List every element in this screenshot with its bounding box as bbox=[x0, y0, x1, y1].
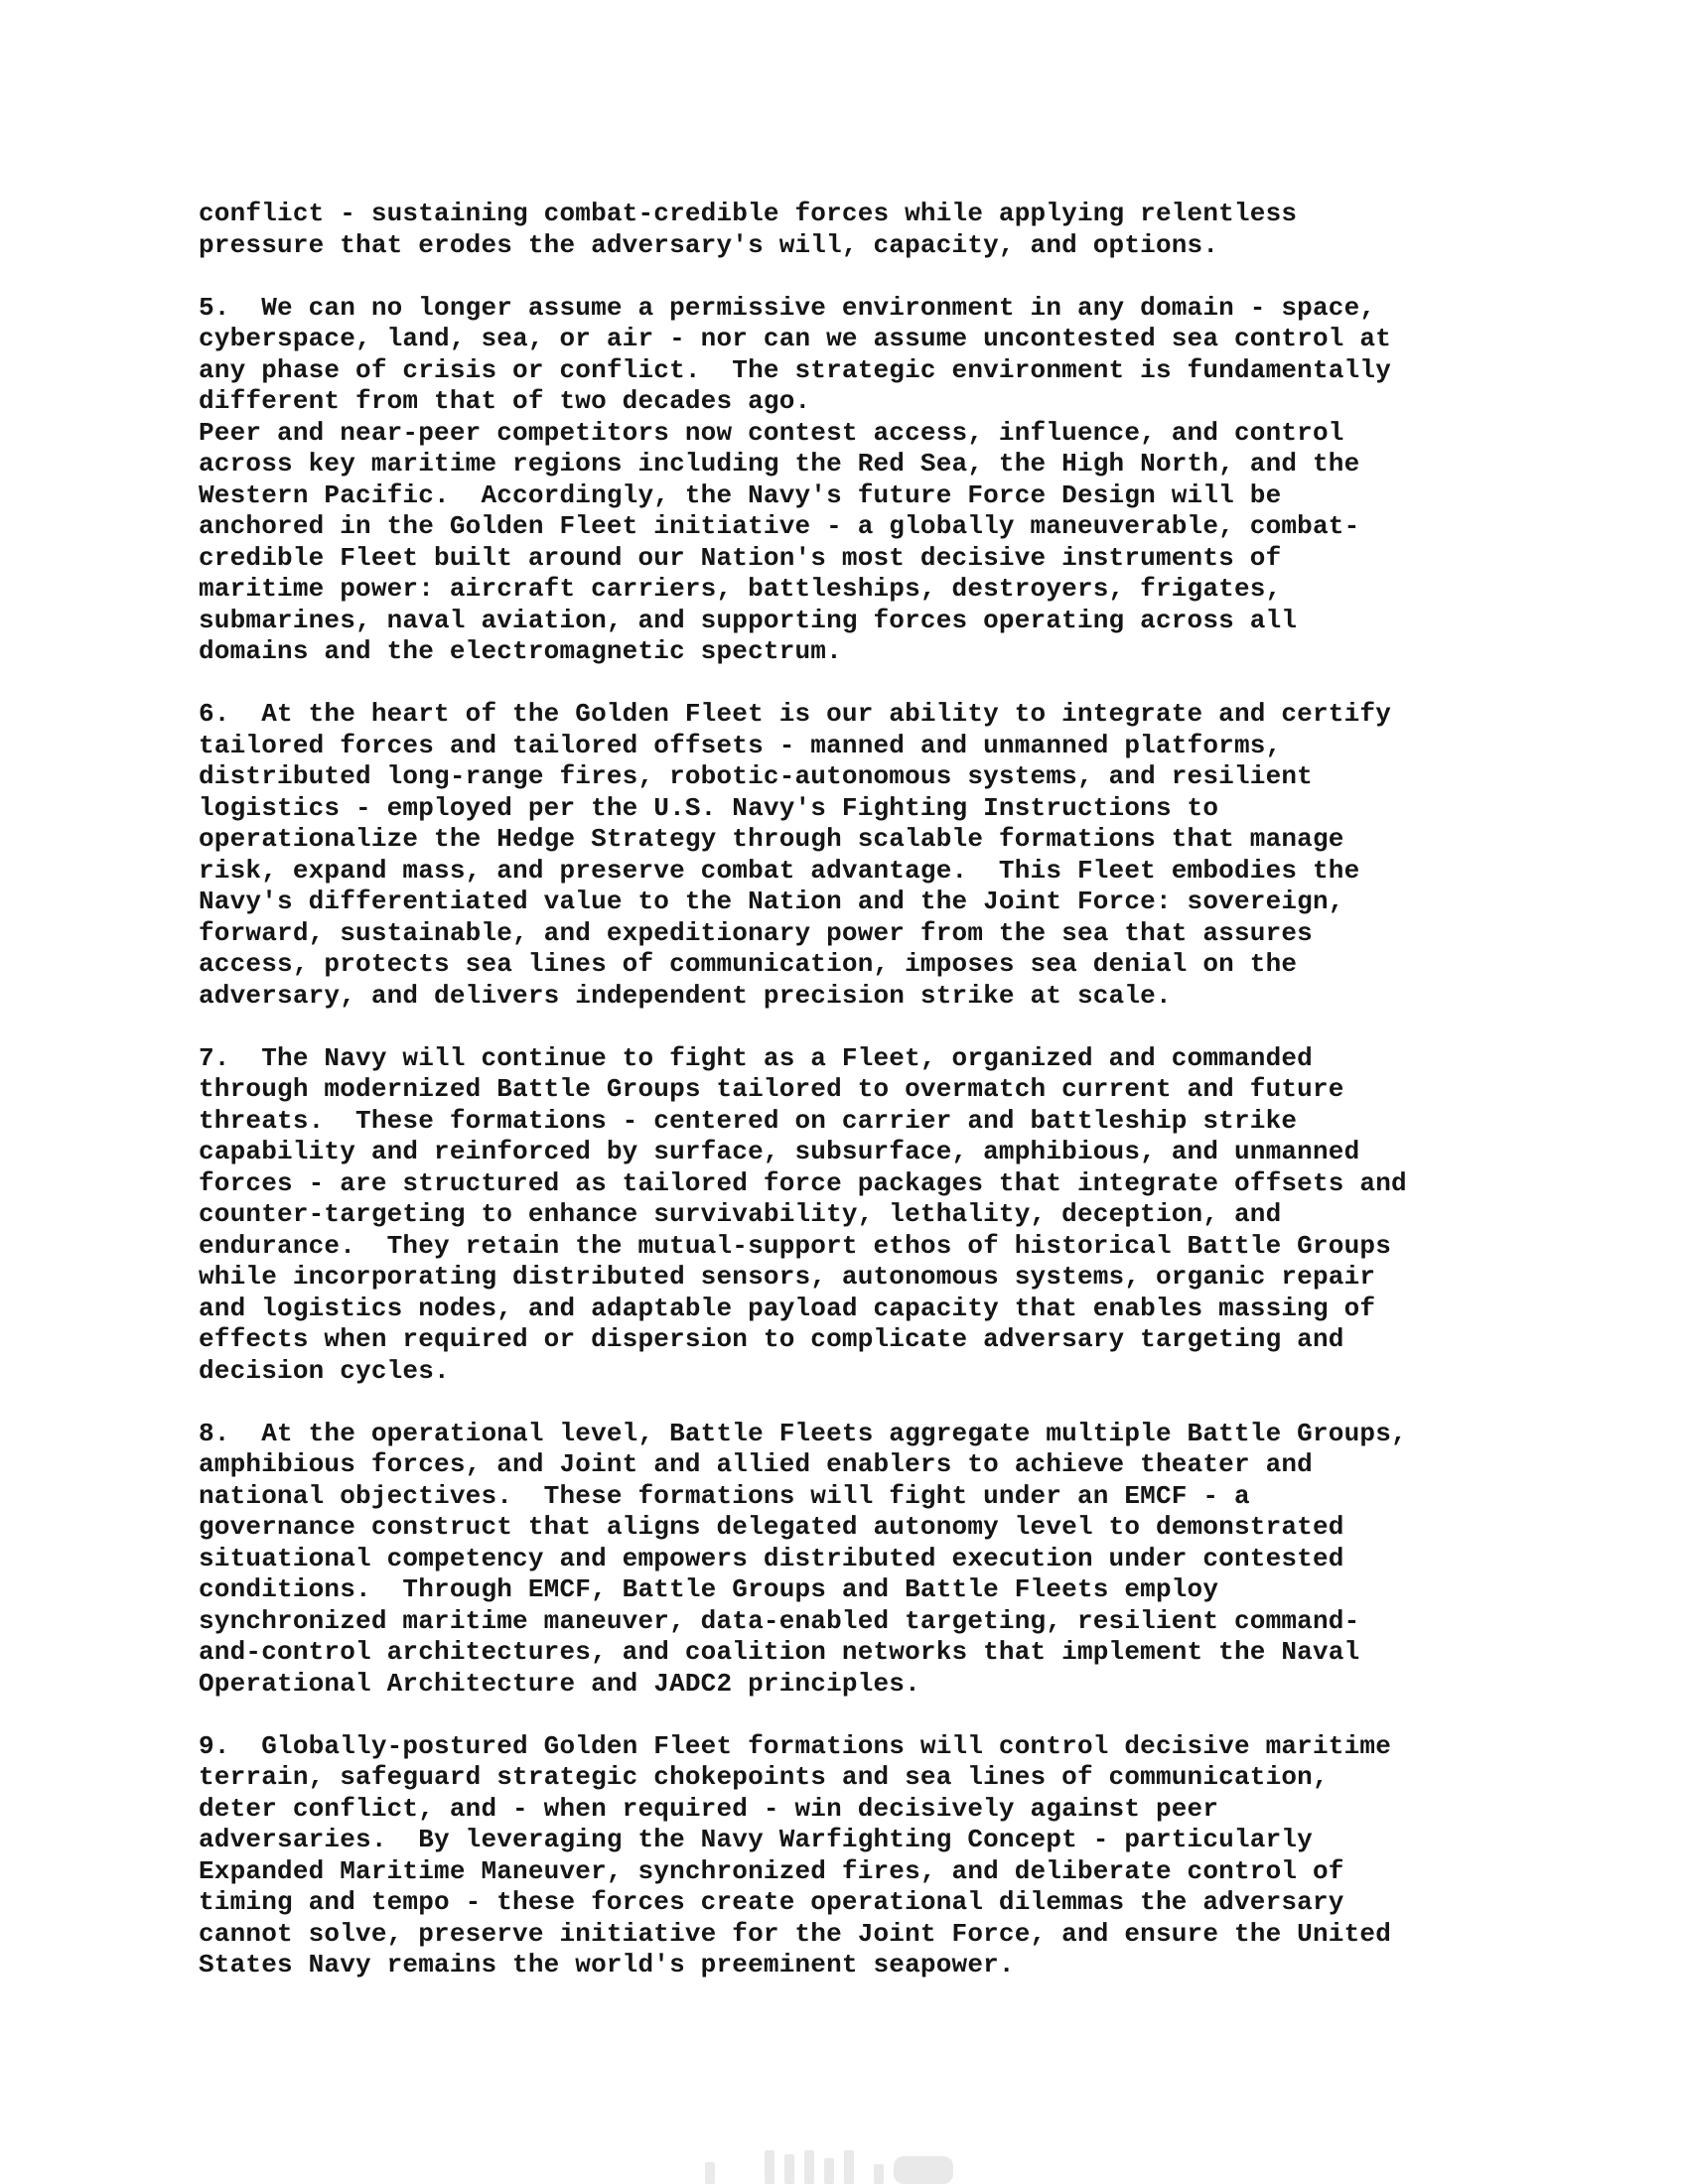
text-line: forward, sustainable, and expeditionary power from the sea that assures bbox=[199, 917, 1313, 948]
text-line: risk, expand mass, and preserve combat advantage. This Fleet embodies the bbox=[199, 855, 1360, 886]
text-line: adversaries. By leveraging the Navy Warfighting Concept - particularly bbox=[199, 1825, 1313, 1854]
text-line: situational competency and empowers distributed execution under contested bbox=[199, 1543, 1344, 1573]
text-line: capability and reinforced by surface, subsurface, amphibious, and unmanned bbox=[199, 1137, 1360, 1166]
text-line: Peer and near-peer competitors now contest access, influence, and control bbox=[199, 417, 1344, 448]
text-line: terrain, safeguard strategic chokepoints and sea lines of communication, bbox=[199, 1762, 1329, 1792]
paragraph-p5 bbox=[199, 293, 1529, 668]
paragraph-p6 bbox=[199, 699, 1529, 1012]
text-line: anchored in the Golden Fleet initiative - a globally maneuverable, combat- bbox=[199, 511, 1360, 541]
text-line: Western Pacific. Accordingly, the Navy's future Force Design will be bbox=[199, 479, 1282, 510]
text-line: access, protects sea lines of communication, imposes sea denial on the bbox=[199, 949, 1298, 979]
text-line: maritime power: aircraft carriers, battleships, destroyers, frigates, bbox=[199, 574, 1282, 604]
text-line: effects when required or dispersion to complicate adversary targeting and bbox=[199, 1324, 1344, 1354]
text-line: decision cycles. bbox=[199, 1355, 450, 1386]
text-line: cyberspace, land, sea, or air - nor can we assume uncontested sea control at bbox=[199, 324, 1391, 353]
text-line: synchronized maritime maneuver, data-enabled targeting, resilient command- bbox=[199, 1605, 1360, 1636]
paragraph-p9 bbox=[199, 1731, 1529, 1981]
text-line: through modernized Battle Groups tailored to overmatch current and future bbox=[199, 1074, 1344, 1104]
text-line: 9. Globally-postured Golden Fleet formations will control decisive maritime bbox=[199, 1730, 1391, 1761]
text-line: States Navy remains the world's preeminent seapower. bbox=[199, 1950, 1015, 1979]
text-line: cannot solve, preserve initiative for the Joint Force, and ensure the United bbox=[199, 1918, 1391, 1949]
text-line: credible Fleet built around our Nation's most decisive instruments of bbox=[199, 542, 1282, 573]
text-line: 5. We can no longer assume a permissive environment in any domain - space, bbox=[199, 292, 1376, 323]
text-line: tailored forces and tailored offsets - manned and unmanned platforms, bbox=[199, 730, 1282, 760]
text-line: 8. At the operational level, Battle Fleets aggregate multiple Battle Groups, bbox=[199, 1418, 1407, 1448]
text-line: national objectives. These formations will fight under an EMCF - a bbox=[199, 1480, 1250, 1511]
text-line: adversary, and delivers independent precision strike at scale. bbox=[199, 980, 1172, 1011]
paragraph-p8 bbox=[199, 1419, 1529, 1701]
text-line: different from that of two decades ago. bbox=[199, 386, 811, 416]
text-line: any phase of crisis or conflict. The strategic environment is fundamentally bbox=[199, 354, 1391, 385]
text-line: across key maritime regions including the Red Sea, the High North, and the bbox=[199, 449, 1360, 478]
document-body bbox=[199, 199, 1529, 2012]
text-line: Operational Architecture and JADC2 principles. bbox=[199, 1668, 920, 1699]
text-line: and logistics nodes, and adaptable payload capacity that enables massing of bbox=[199, 1293, 1376, 1323]
text-line: forces - are structured as tailored force packages that integrate offsets and bbox=[199, 1167, 1407, 1198]
text-line: pressure that erodes the adversary's will, capacity, and options. bbox=[199, 229, 1219, 260]
text-line: amphibious forces, and Joint and allied enablers to achieve theater and bbox=[199, 1449, 1313, 1479]
text-line: conditions. Through EMCF, Battle Groups and Battle Fleets employ bbox=[199, 1574, 1219, 1604]
text-line: domains and the electromagnetic spectrum. bbox=[199, 636, 842, 666]
watermark-logo bbox=[695, 2144, 993, 2184]
text-line: operationalize the Hedge Strategy through scalable formations that manage bbox=[199, 824, 1344, 854]
text-line: governance construct that aligns delegated autonomy level to demonstrated bbox=[199, 1512, 1344, 1542]
text-line: distributed long-range fires, robotic-autonomous systems, and resilient bbox=[199, 761, 1313, 791]
text-line: submarines, naval aviation, and supporting forces operating across all bbox=[199, 605, 1298, 635]
text-line: 7. The Navy will continue to fight as a Fleet, organized and commanded bbox=[199, 1042, 1313, 1073]
text-line: and-control architectures, and coalition networks that implement the Naval bbox=[199, 1637, 1360, 1667]
text-line: Navy's differentiated value to the Nation and the Joint Force: sovereign, bbox=[199, 887, 1344, 916]
text-line: logistics - employed per the U.S. Navy's Fighting Instructions to bbox=[199, 792, 1219, 823]
text-line: deter conflict, and - when required - win decisively against peer bbox=[199, 1793, 1219, 1824]
text-line: Expanded Maritime Maneuver, synchronized fires, and deliberate control of bbox=[199, 1855, 1344, 1886]
text-line: counter-targeting to enhance survivability, lethality, deception, and bbox=[199, 1199, 1282, 1229]
text-line: conflict - sustaining combat-credible forces while applying relentless bbox=[199, 199, 1298, 228]
paragraph-p4-end bbox=[199, 199, 1529, 261]
text-line: 6. At the heart of the Golden Fleet is our ability to integrate and certify bbox=[199, 699, 1391, 729]
text-line: timing and tempo - these forces create operational dilemmas the adversary bbox=[199, 1887, 1344, 1917]
text-line: while incorporating distributed sensors, autonomous systems, organic repair bbox=[199, 1262, 1376, 1292]
text-line: threats. These formations - centered on carrier and battleship strike bbox=[199, 1105, 1298, 1136]
paragraph-p7 bbox=[199, 1043, 1529, 1388]
text-line: endurance. They retain the mutual-support ethos of historical Battle Groups bbox=[199, 1230, 1391, 1261]
